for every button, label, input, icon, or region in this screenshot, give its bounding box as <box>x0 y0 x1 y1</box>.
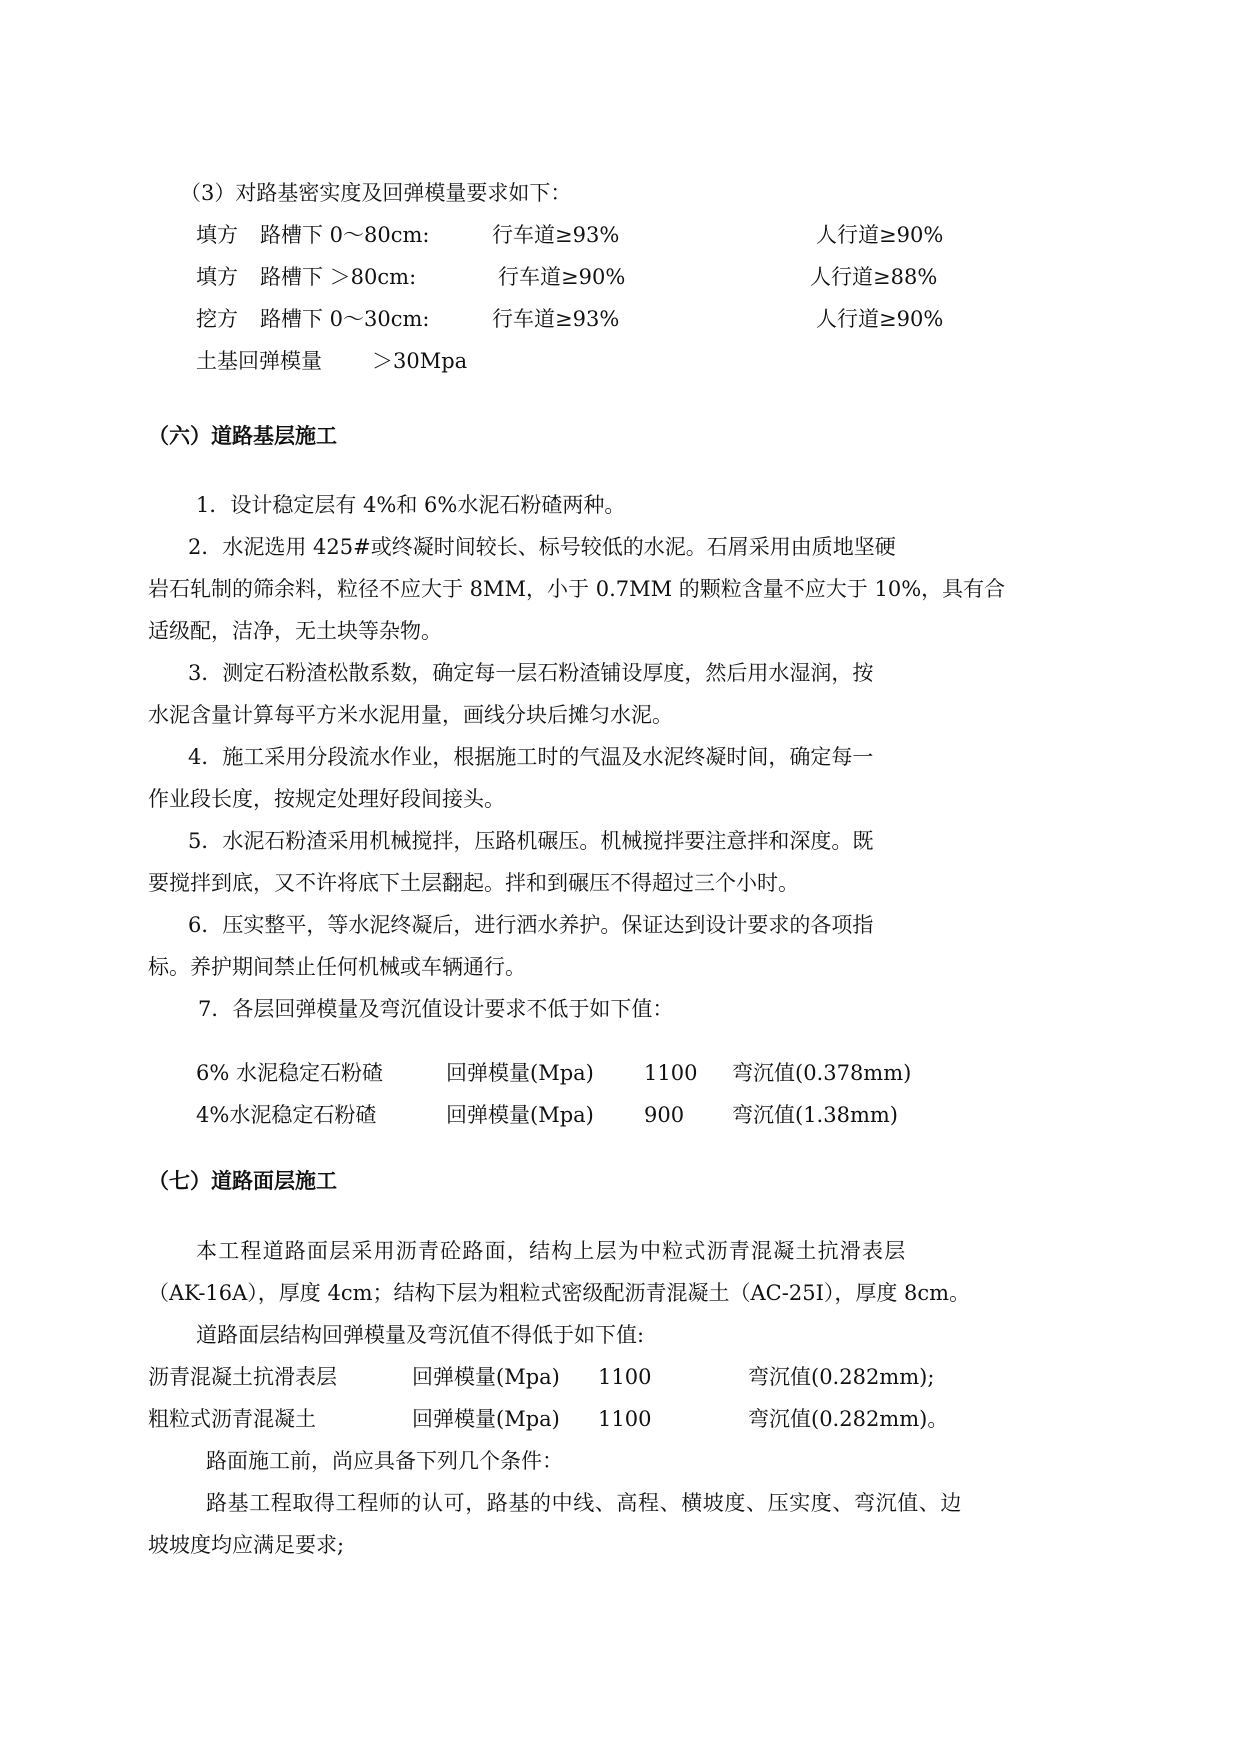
paragraph-line: （AK-16A），厚度 4cm；结构下层为粗粒式密级配沥青混凝土（AC-25I），厚度 8cm。 <box>148 1281 971 1305</box>
requirements-intro: （3）对路基密实度及回弹模量要求如下： <box>180 181 572 205</box>
fill-type: 挖方 <box>196 307 238 331</box>
depth-range: 路槽下 ＞80cm: <box>260 265 417 289</box>
sidewalk-requirement: 人行道≥90% <box>816 223 944 247</box>
deflection-value: 弯沉值(1.38mm) <box>732 1103 898 1127</box>
paragraph-line: 1．设计稳定层有 4%和 6%水泥石粉碴两种。 <box>196 493 626 517</box>
modulus-value: 1100 <box>598 1407 652 1431</box>
roadway-requirement: 行车道≥90% <box>498 265 626 289</box>
depth-range: 路槽下 0～30cm: <box>260 307 430 331</box>
modulus-value: 1100 <box>644 1061 698 1085</box>
paragraph-line: 适级配，洁净，无土块等杂物。 <box>148 619 442 643</box>
material-name: 4%水泥稳定石粉碴 <box>196 1103 377 1127</box>
fill-type: 填方 <box>196 265 238 289</box>
sidewalk-requirement: 人行道≥88% <box>810 265 938 289</box>
modulus-value: 900 <box>644 1103 685 1127</box>
depth-range: 路槽下 0～80cm: <box>260 223 430 247</box>
paragraph-line: 4．施工采用分段流水作业，根据施工时的气温及水泥终凝时间，确定每一 <box>188 745 874 769</box>
paragraph-line: 2．水泥选用 425#或终凝时间较长、标号较低的水泥。石屑采用由质地坚硬 <box>188 535 896 559</box>
modulus-value: 1100 <box>598 1365 652 1389</box>
section-heading: （七）道路面层施工 <box>148 1169 337 1193</box>
modulus-label: 回弹模量(Mpa) <box>412 1365 560 1389</box>
paragraph-line: 6．压实整平，等水泥终凝后，进行洒水养护。保证达到设计要求的各项指 <box>188 913 874 937</box>
material-name: 粗粒式沥青混凝土 <box>148 1407 316 1431</box>
subgrade-modulus-label: 土基回弹模量 <box>196 349 322 373</box>
modulus-label: 回弹模量(Mpa) <box>446 1061 594 1085</box>
paragraph-line: 3．测定石粉渣松散系数，确定每一层石粉渣铺设厚度，然后用水湿润，按 <box>188 661 874 685</box>
paragraph-line: 道路面层结构回弹模量及弯沉值不得低于如下值: <box>196 1323 645 1347</box>
modulus-label: 回弹模量(Mpa) <box>446 1103 594 1127</box>
paragraph-line: 作业段长度，按规定处理好段间接头。 <box>148 787 505 811</box>
subgrade-modulus-value: ＞30Mpa <box>372 349 468 373</box>
paragraph-line: 岩石轧制的筛余料，粒径不应大于 8MM，小于 0.7MM 的颗粒含量不应大于 10%，具有合 <box>148 577 1006 601</box>
deflection-value: 弯沉值(0.282mm); <box>748 1365 935 1389</box>
fill-type: 填方 <box>196 223 238 247</box>
paragraph-line: 坡坡度均应满足要求; <box>148 1533 345 1557</box>
material-name: 6% 水泥稳定石粉碴 <box>196 1061 383 1085</box>
deflection-value: 弯沉值(0.282mm)。 <box>748 1407 949 1431</box>
paragraph-line: 要搅拌到底，又不许将底下土层翻起。拌和到碾压不得超过三个小时。 <box>148 871 799 895</box>
roadway-requirement: 行车道≥93% <box>492 307 620 331</box>
paragraph-line: 本工程道路面层采用沥青砼路面，结构上层为中粒式沥青混凝土抗滑表层 <box>196 1239 907 1263</box>
paragraph-line: 5．水泥石粉渣采用机械搅拌，压路机碾压。机械搅拌要注意拌和深度。既 <box>188 829 874 853</box>
section-heading: （六）道路基层施工 <box>148 424 337 448</box>
roadway-requirement: 行车道≥93% <box>492 223 620 247</box>
sidewalk-requirement: 人行道≥90% <box>816 307 944 331</box>
deflection-value: 弯沉值(0.378mm) <box>732 1061 912 1085</box>
paragraph-line: 路面施工前，尚应具备下列几个条件： <box>206 1449 563 1473</box>
paragraph-line: 路基工程取得工程师的认可，路基的中线、高程、横坡度、压实度、弯沉值、边 <box>206 1491 962 1515</box>
paragraph-line: 7．各层回弹模量及弯沉值设计要求不低于如下值： <box>198 997 674 1021</box>
modulus-label: 回弹模量(Mpa) <box>412 1407 560 1431</box>
material-name: 沥青混凝土抗滑表层 <box>148 1365 337 1389</box>
paragraph-line: 水泥含量计算每平方米水泥用量，画线分块后摊匀水泥。 <box>148 703 673 727</box>
paragraph-line: 标。养护期间禁止任何机械或车辆通行。 <box>148 955 526 979</box>
